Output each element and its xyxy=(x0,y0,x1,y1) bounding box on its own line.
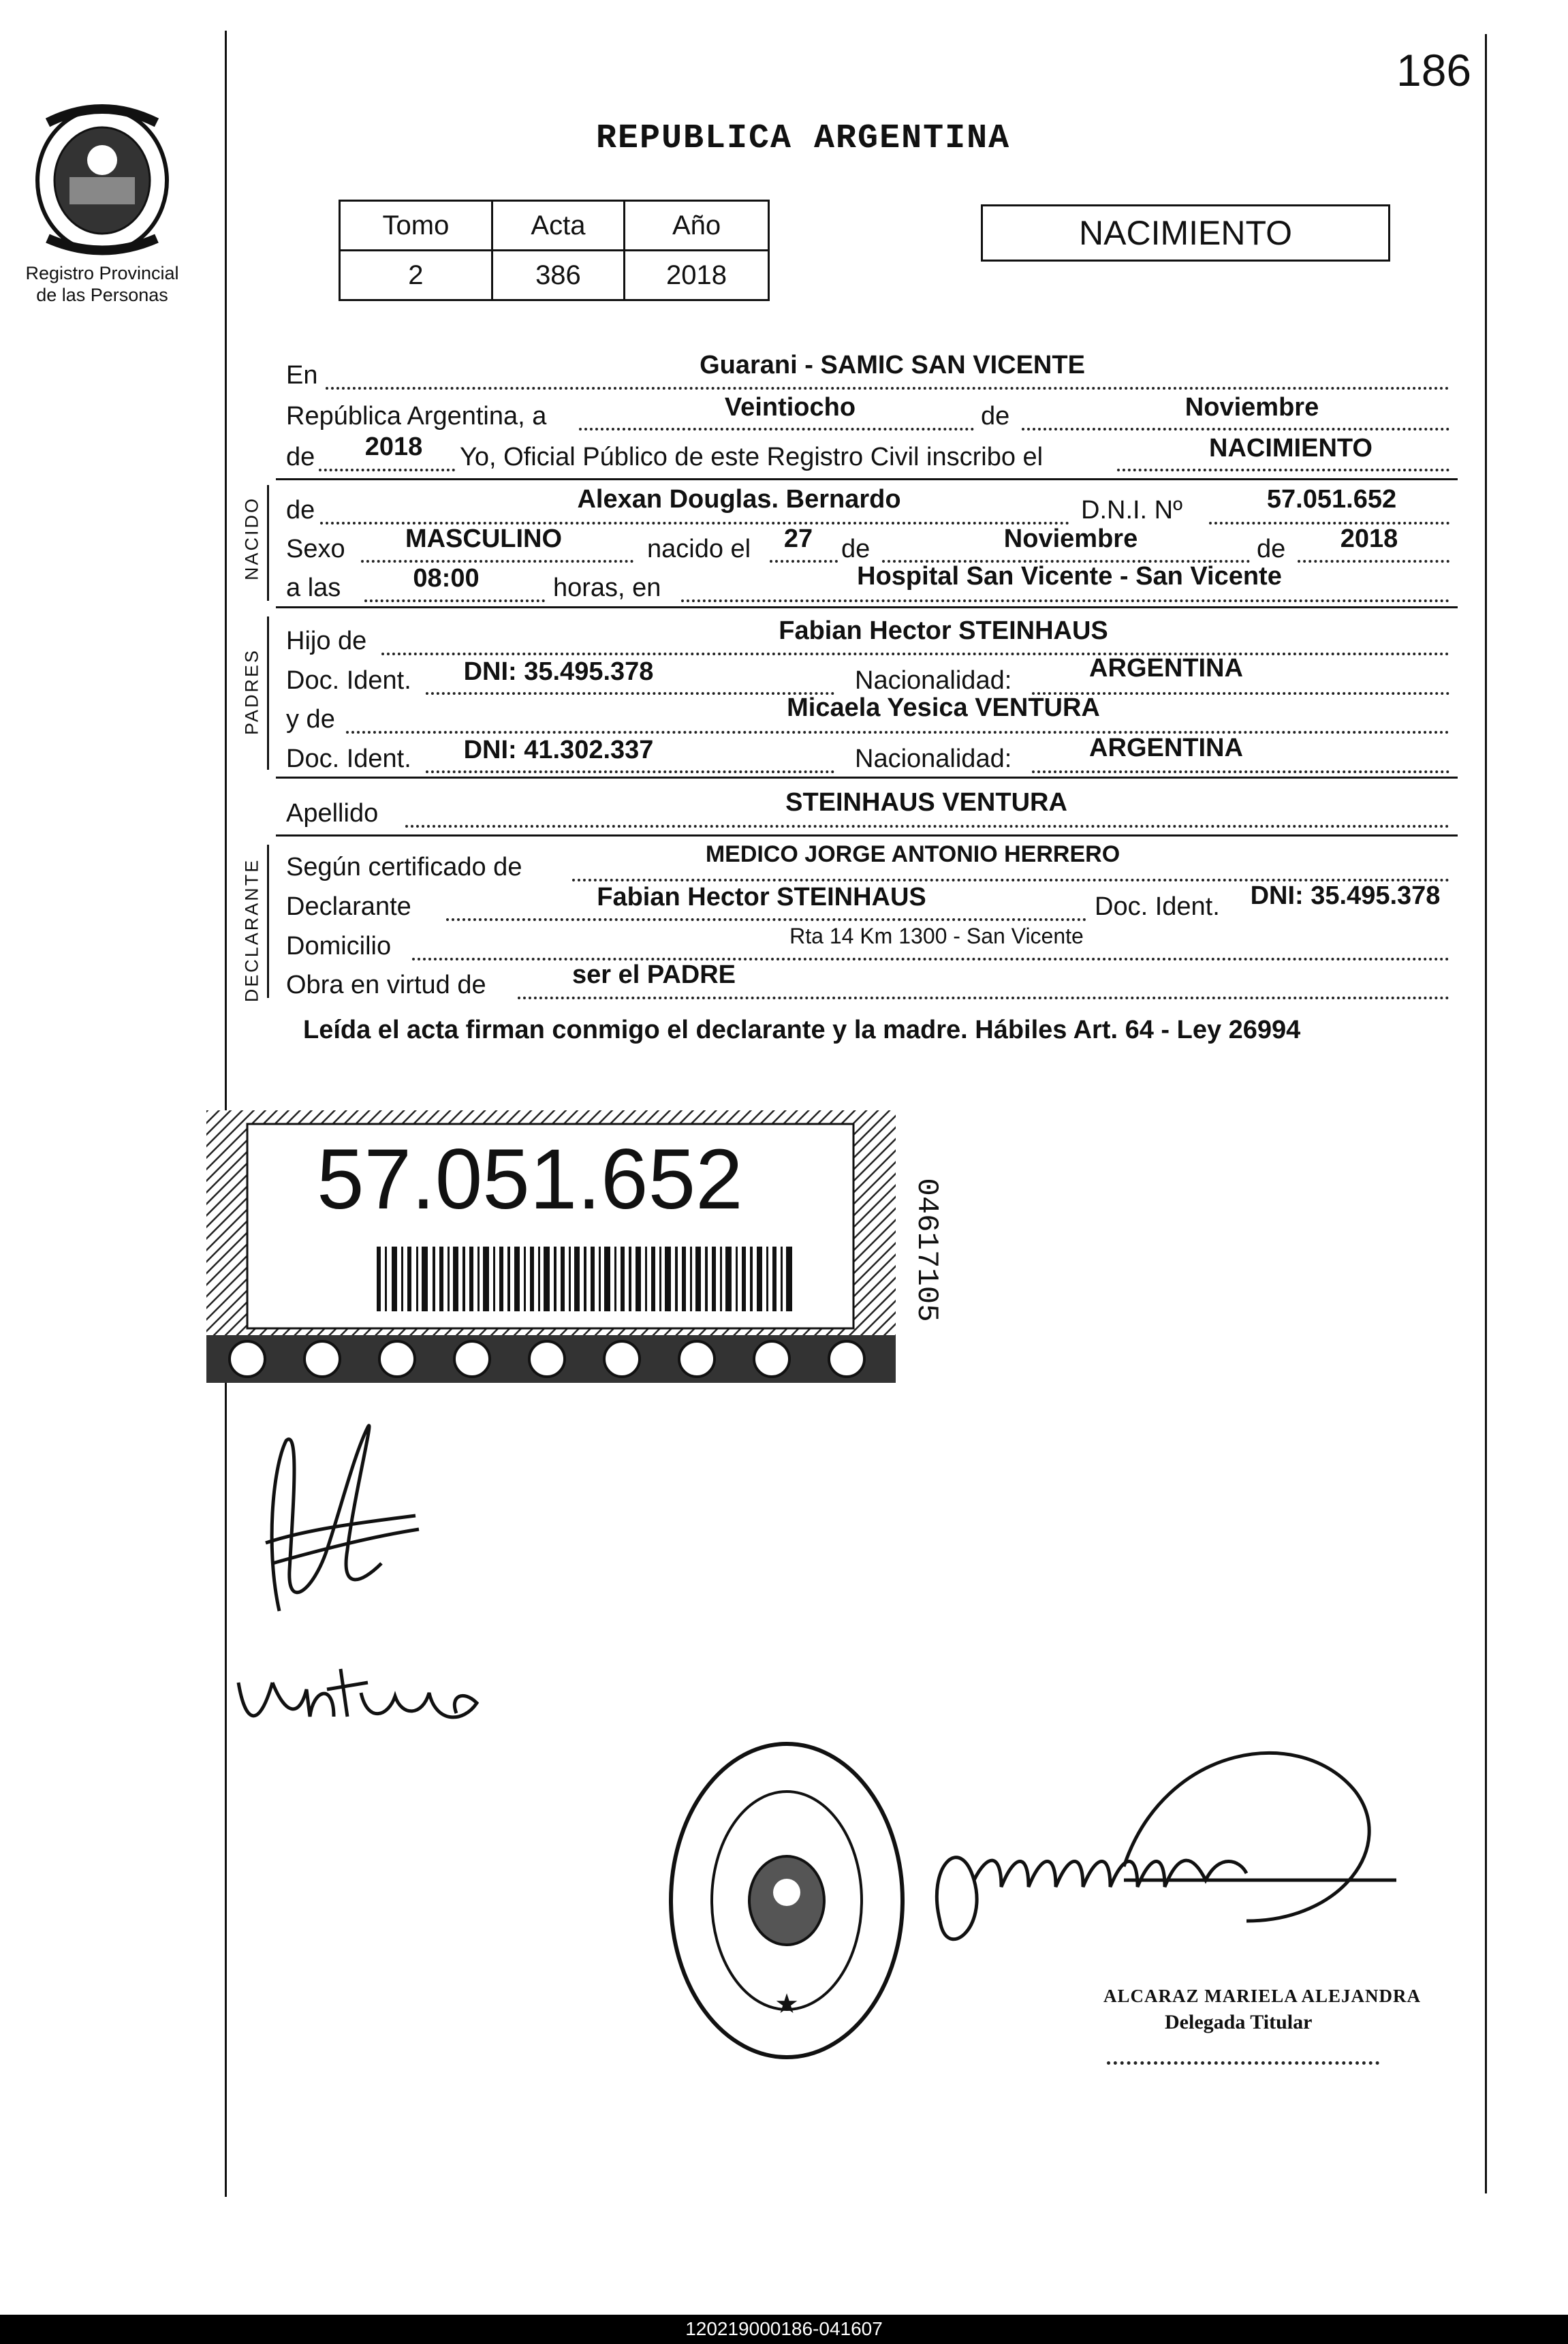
inscribo-dots xyxy=(1117,469,1449,471)
en-value: Guarani - SAMIC SAN VICENTE xyxy=(700,351,1085,379)
sticker-serial-number: 04617105 xyxy=(909,1178,943,1322)
section-divider-3 xyxy=(276,777,1458,779)
domicilio-value: Rta 14 Km 1300 - San Vicente xyxy=(789,924,1084,948)
acta-value-tomo: 2 xyxy=(340,251,492,300)
dni-dots xyxy=(1209,522,1449,525)
intro-de2-label: de xyxy=(286,443,315,471)
sexo-label: Sexo xyxy=(286,535,345,563)
certificado-label: Según certificado de xyxy=(286,853,522,881)
madre-doc-label: Doc. Ident. xyxy=(286,745,411,773)
section-divider-2 xyxy=(276,606,1458,608)
acta-header-tomo: Tomo xyxy=(340,201,492,251)
official-role: Delegada Titular xyxy=(1165,2011,1313,2033)
apellido-value: STEINHAUS VENTURA xyxy=(785,788,1067,817)
lugar-dots xyxy=(681,599,1449,602)
madre-signature xyxy=(232,1642,504,1737)
acta-header-acta: Acta xyxy=(492,201,624,251)
nacido-dni-value: 57.051.652 xyxy=(1266,485,1397,514)
right-margin-line xyxy=(1485,34,1487,2193)
acta-value-acta: 386 xyxy=(492,251,624,300)
madre-dots xyxy=(346,731,1449,734)
declarante-signature xyxy=(252,1413,429,1638)
dni-label: D.N.I. Nº xyxy=(1081,496,1182,525)
province-seal-logo xyxy=(27,95,177,259)
dia-dots xyxy=(579,428,974,431)
official-underline xyxy=(1107,2057,1379,2065)
declarante-dots xyxy=(446,918,1086,921)
padre-dni-value: DNI: 35.495.378 xyxy=(463,657,654,686)
intro-dia-value: Veintiocho xyxy=(724,393,856,422)
declarante-section-label: DECLARANTE xyxy=(241,858,262,1003)
document-type-box: NACIMIENTO xyxy=(981,204,1390,262)
nacido-anio-value: 2018 xyxy=(1340,525,1398,553)
nacido-el-label: nacido el xyxy=(647,535,751,563)
madre-nacionalidad-value: ARGENTINA xyxy=(1089,734,1243,762)
sticker-id-number: 57.051.652 xyxy=(317,1132,743,1227)
nacido-de-label3: de xyxy=(1257,535,1286,563)
official-name: ALCARAZ MARIELA ALEJANDRA xyxy=(1103,1986,1422,2006)
sexo-dots xyxy=(361,560,633,563)
acta-table-value-row xyxy=(340,251,769,300)
nacido-nombre-value: Alexan Douglas. Bernardo xyxy=(577,485,901,514)
intro-anio-value: 2018 xyxy=(364,433,423,461)
acta-table xyxy=(339,200,770,301)
horas-en-label: horas, en xyxy=(553,574,661,602)
padre-doc-dots xyxy=(426,692,834,695)
domicilio-label: Domicilio xyxy=(286,932,392,960)
mes-dots xyxy=(1022,428,1449,431)
nacido-section-label: NACIDO xyxy=(241,497,262,581)
padre-dots xyxy=(381,653,1449,655)
apellido-dots xyxy=(405,825,1449,828)
madre-doc-dots xyxy=(426,770,834,773)
nacido-bracket xyxy=(267,485,269,601)
official-stamp xyxy=(664,1737,909,2064)
obra-dots xyxy=(518,997,1449,999)
nacido-mes-value: Noviembre xyxy=(1003,525,1138,553)
declarante-bracket xyxy=(267,845,269,998)
padre-nacionalidad-value: ARGENTINA xyxy=(1089,654,1243,683)
hora-dots xyxy=(364,599,545,602)
obra-value: ser el PADRE xyxy=(571,960,736,989)
logo-caption-line1: Registro Provincial xyxy=(25,263,179,283)
en-dots xyxy=(326,387,1449,390)
obra-label: Obra en virtud de xyxy=(286,971,486,999)
declarante-doc-label: Doc. Ident. xyxy=(1095,892,1220,921)
padre-nacionalidad-label: Nacionalidad: xyxy=(855,666,1012,695)
padre-doc-label: Doc. Ident. xyxy=(286,666,411,695)
logo-caption xyxy=(0,262,204,306)
nacido-anio-dots xyxy=(1298,560,1449,563)
closing-statement: Leída el acta firman conmigo el declarante y la madre. Hábiles Art. 64 - Ley 26994 xyxy=(303,1016,1301,1044)
declarante-dni-value: DNI: 35.495.378 xyxy=(1250,881,1441,910)
nacido-hora-value: 08:00 xyxy=(413,564,480,593)
declarante-nombre-value: Fabian Hector STEINHAUS xyxy=(597,883,926,911)
intro-mes-value: Noviembre xyxy=(1185,393,1319,422)
madre-nacionalidad-label: Nacionalidad: xyxy=(855,745,1012,773)
intro-de-label: de xyxy=(981,402,1010,431)
page-number: 186 xyxy=(1396,45,1472,95)
section-divider-1 xyxy=(276,478,1458,480)
y-de-label: y de xyxy=(286,705,335,734)
nacido-sexo-value: MASCULINO xyxy=(405,525,563,553)
a-las-label: a las xyxy=(286,574,341,602)
document-title: REPUBLICA ARGENTINA xyxy=(596,119,1011,158)
anio-dots xyxy=(319,469,455,471)
section-divider-4 xyxy=(276,834,1458,837)
svg-text:★: ★ xyxy=(774,1988,799,2020)
acta-value-anio: 2018 xyxy=(625,251,769,300)
certificado-value: MEDICO JORGE ANTONIO HERRERO xyxy=(705,841,1120,867)
padre-nombre-value: Fabian Hector STEINHAUS xyxy=(779,616,1108,645)
nacido-de-label: de xyxy=(286,496,315,525)
padres-bracket xyxy=(267,616,269,770)
madre-dni-value: DNI: 41.302.337 xyxy=(463,736,654,764)
official-signature xyxy=(920,1717,1410,2003)
padres-section-label: PADRES xyxy=(241,648,262,736)
en-label: En xyxy=(286,361,318,390)
domicilio-dots xyxy=(412,958,1449,960)
nacido-dia-value: 27 xyxy=(783,525,813,553)
footer-code-bar: 120219000186-041607 xyxy=(0,2315,1568,2344)
republica-label: República Argentina, a xyxy=(286,402,547,431)
madre-nac-dots xyxy=(1032,770,1449,773)
yo-text: Yo, Oficial Público de este Registro Civil inscribo el xyxy=(460,443,1044,471)
apellido-label: Apellido xyxy=(286,799,379,828)
inscribo-value: NACIMIENTO xyxy=(1209,434,1373,463)
nacido-de-label2: de xyxy=(841,535,871,563)
declarante-label: Declarante xyxy=(286,892,411,921)
acta-header-anio: Año xyxy=(625,201,769,251)
nacido-dia-dots xyxy=(770,560,838,563)
logo-caption-line2: de las Personas xyxy=(36,285,168,305)
hijo-de-label: Hijo de xyxy=(286,627,367,655)
acta-table-header-row xyxy=(340,201,769,251)
nacido-lugar-value: Hospital San Vicente - San Vicente xyxy=(857,562,1282,591)
madre-nombre-value: Micaela Yesica VENTURA xyxy=(787,693,1100,722)
